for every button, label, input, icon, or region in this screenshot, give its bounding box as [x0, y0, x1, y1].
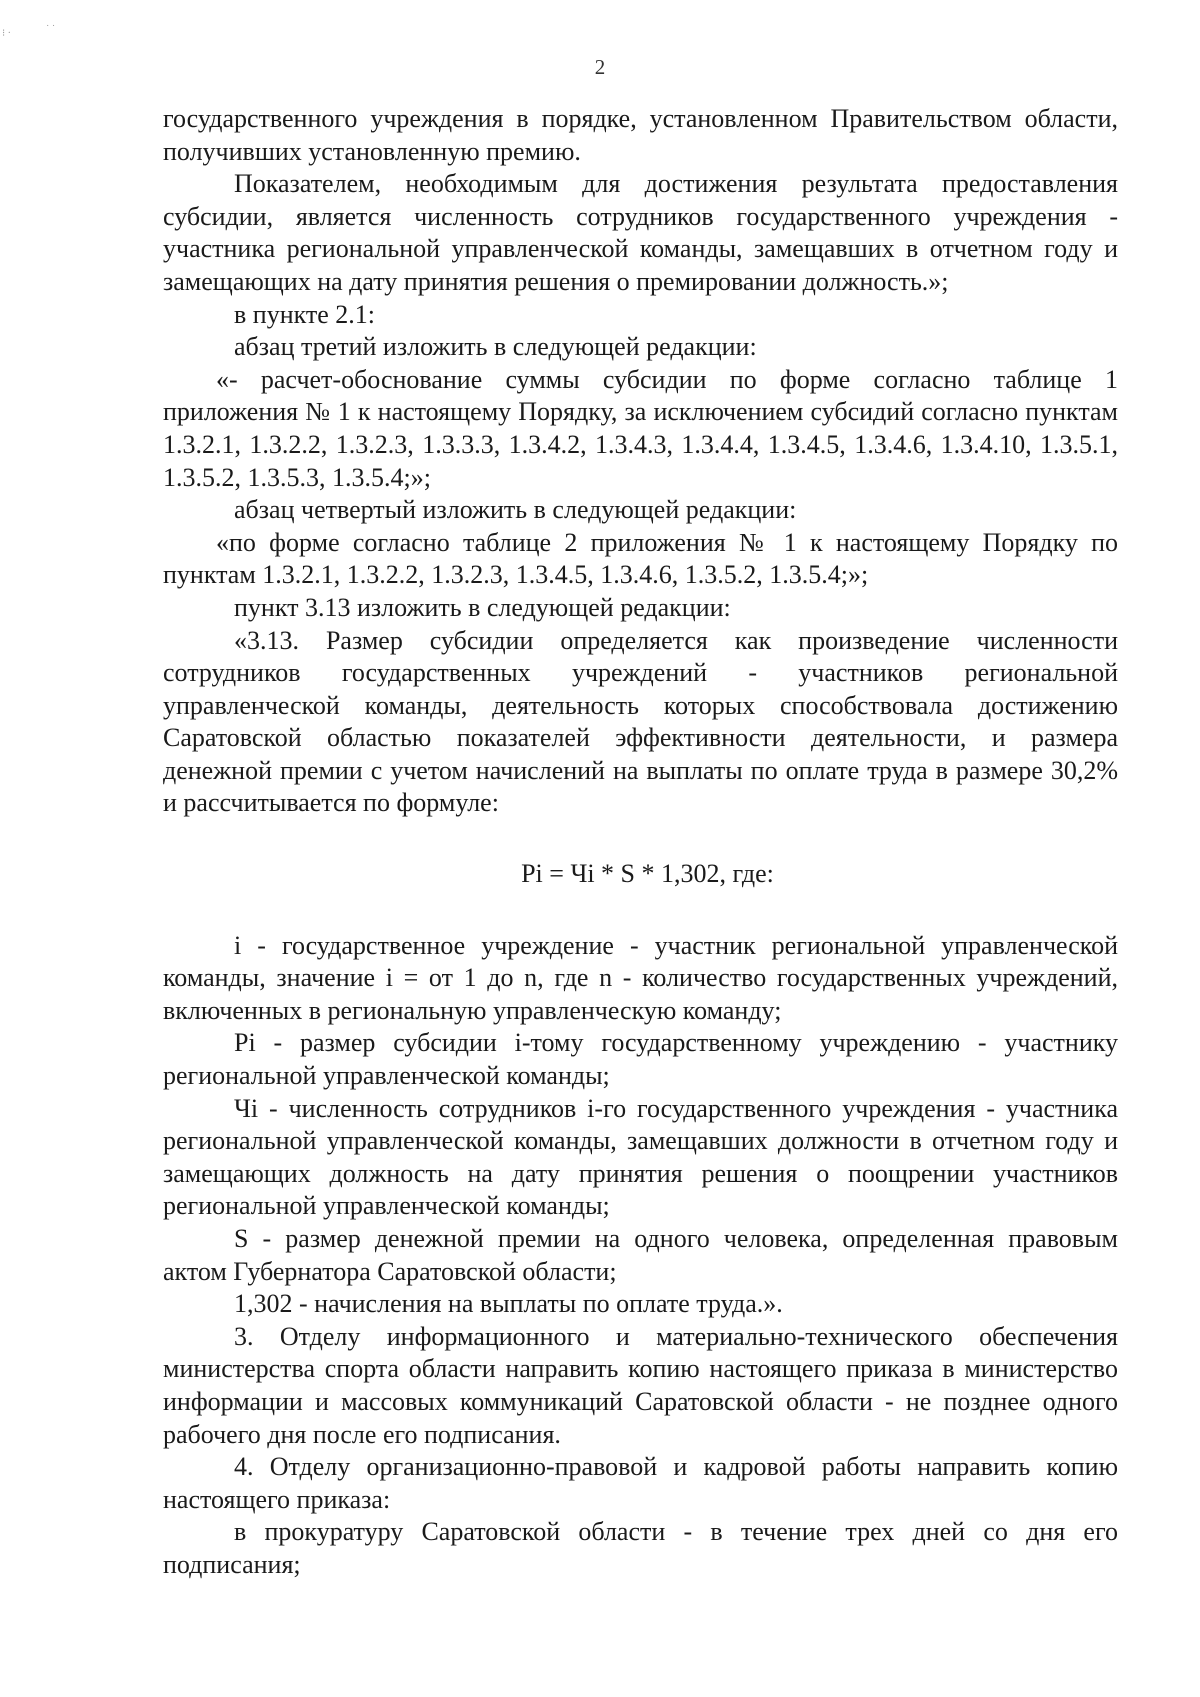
paragraph-item-4: 4. Отделу организационно-правовой и кадровой работы направить копию настоящего приказа: — [163, 1452, 1118, 1514]
paragraph-point-3-13-heading: пункт 3.13 изложить в следующей редакции: — [234, 592, 731, 622]
paragraph-continuation: государственного учреждения в порядке, установленном Правительством области, получивших установленную премию. — [163, 104, 1118, 166]
page-number: 2 — [594, 55, 606, 79]
document-body — [163, 103, 1118, 1582]
paragraph-item-3: 3. Отделу информационного и материально-технического обеспечения министерства спорта области направить копию настоящего приказа в министерство информации и массовых коммуникаций Саратовской области - не позднее одного рабочего дня после его подписания. — [163, 1321, 1118, 1449]
scan-artifact-mark: ˙ ˙ — [46, 24, 56, 35]
paragraph-definition-i: i - государственное учреждение - участник региональной управленческой команды, значение i = от 1 до n, где n - количество государственных учреждений, включенных в региональную управленческую команду; — [163, 930, 1118, 1025]
paragraph-point-3-13-text: «3.13. Размер субсидии определяется как произведение численности сотрудников государственных учреждений - участников региональной управленческой команды, деятельность которых способствовала достижению Саратовской областью показателей эффективности деятельности, и размера денежной премии с учетом начислений на выплаты по оплате труда в размере 30,2% и рассчитывается по формуле: — [163, 625, 1118, 818]
paragraph-definition-coefficient: 1,302 - начисления на выплаты по оплате труда.». — [234, 1289, 783, 1319]
paragraph-definition-pi: Pi - размер субсидии i-тому государственному учреждению - участнику региональной управленческой команды; — [163, 1028, 1118, 1091]
scan-artifact-mark: ⁝ · — [2, 28, 12, 39]
paragraph-point-2-1: в пункте 2.1: — [234, 299, 376, 329]
paragraph-definition-s: S - размер денежной премии на одного человека, определенная правовым актом Губернатора Саратовской области; — [163, 1224, 1118, 1286]
paragraph-fourth-clause-text: «по форме согласно таблице 2 приложения № 1 к настоящему Порядку по пунктам 1.3.2.1, 1.3.2.2, 1.3.2.3, 1.3.4.5, 1.3.4.6, 1.3.5.2, 1.3.5.4;»; — [163, 527, 1118, 590]
paragraph-third-clause-heading: абзац третий изложить в следующей редакции: — [234, 332, 757, 362]
paragraph-definition-chi: Чi - численность сотрудников i-го государственного учреждения - участника региональной управленческой команды, замещавших должности в отчетном году и замещающих должность на дату принятия решения о поощрении участников региональной управленческой команды; — [163, 1093, 1118, 1221]
paragraph-third-clause-text: «- расчет-обоснование суммы субсидии по форме согласно таблице 1 приложения № 1 к настоящему Порядку, за исключением субсидий согласно пунктам 1.3.2.1, 1.3.2.2, 1.3.2.3, 1.3.3.3, 1.3.4.2, 1.3.4.3, 1.3.4.4, 1.3.4.5, 1.3.4.6, 1.3.4.10, 1.3.5.1, 1.3.5.2, 1.3.5.3, 1.3.5.4;»; — [163, 364, 1118, 492]
subsidy-formula: Pi = Чi * S * 1,302, где: — [521, 859, 774, 889]
paragraph-prosecutor-office: в прокуратуру Саратовской области - в течение трех дней со дня его подписания; — [163, 1517, 1118, 1579]
paragraph-indicator: Показателем, необходимым для достижения результата предоставления субсидии, является численность сотрудников государственного учреждения - участника региональной управленческой команды, замещавших в отчетном году и замещающих на дату принятия решения о премировании должность.»; — [163, 169, 1118, 296]
paragraph-fourth-clause-heading: абзац четвертый изложить в следующей редакции: — [234, 495, 797, 525]
